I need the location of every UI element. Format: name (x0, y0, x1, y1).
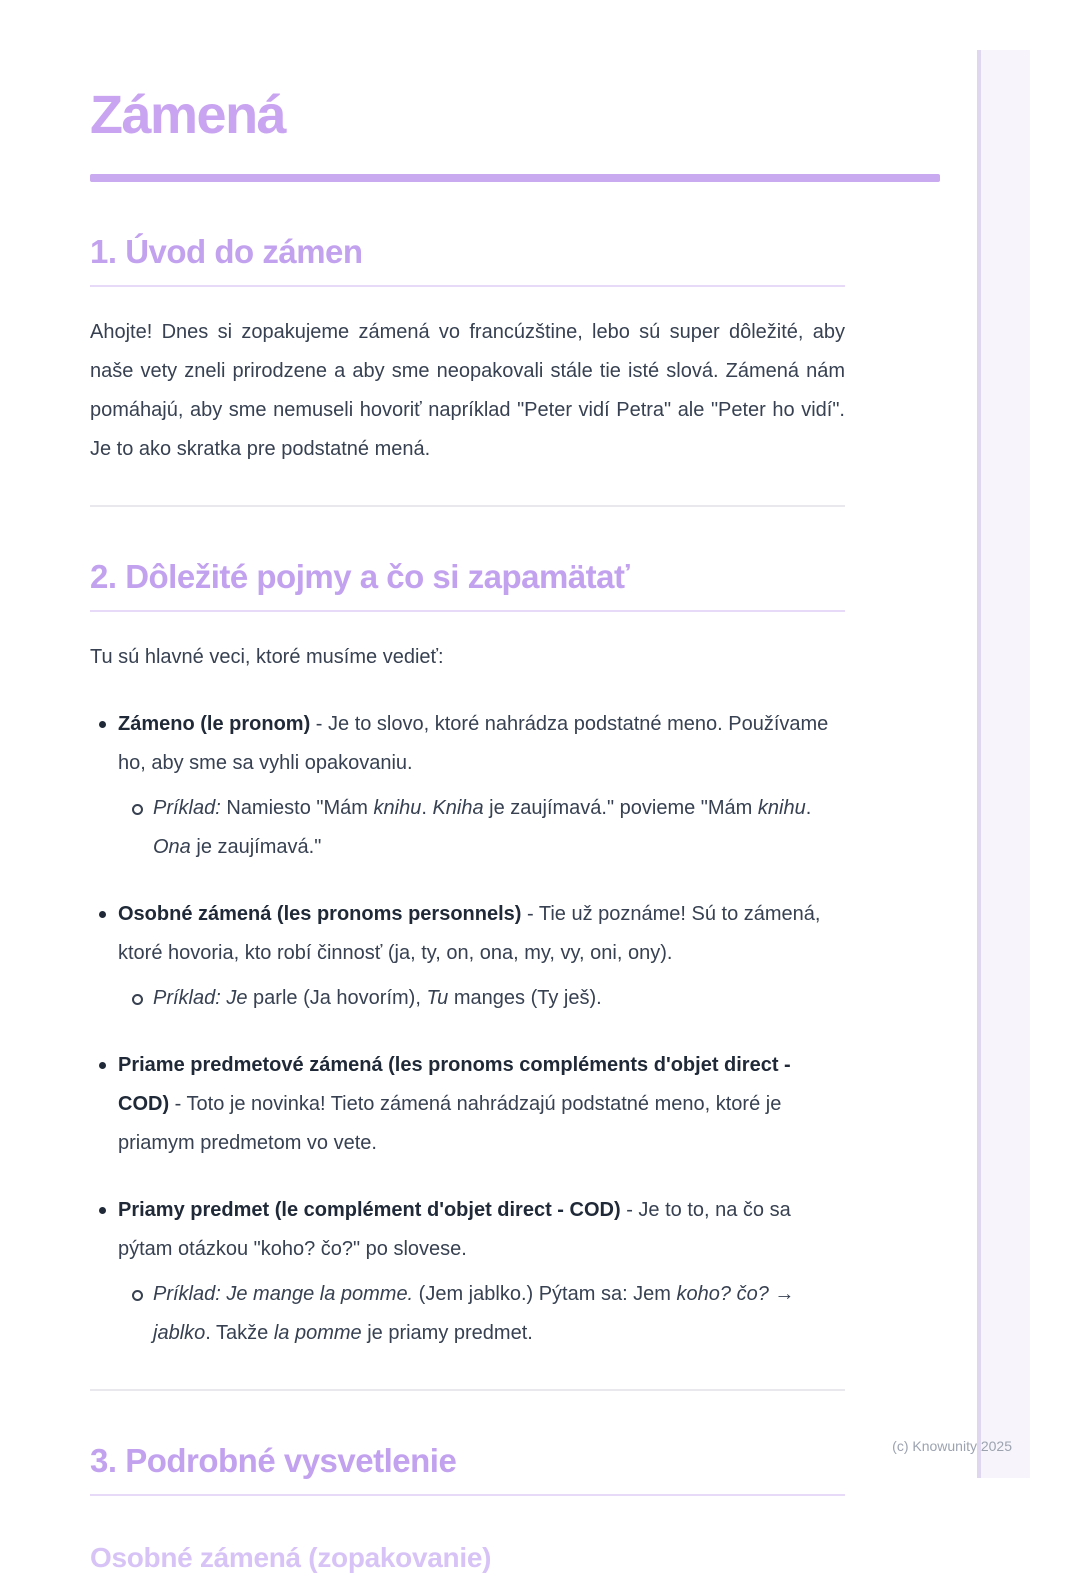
bullet-body: - Je to slovo, ktoré nahrádza podstatné meno. Používame ho, aby sme sa vyhli opakovaniu. (118, 713, 829, 774)
section-detail (90, 1441, 845, 1576)
bullet-body: - Toto je novinka! Tieto zámená nahrádzajú podstatné meno, ktoré je priamym predmetom vo vete. (118, 1093, 782, 1154)
document-content (90, 0, 845, 1576)
page-edge-stripe (977, 50, 1030, 1478)
section-intro (90, 232, 845, 469)
bullet-icon (99, 911, 106, 918)
section-3-underline (90, 1494, 845, 1496)
title-rule (90, 174, 940, 182)
bullet-lead: Priamy predmet (le complément d'objet direct - COD) (118, 1199, 621, 1221)
list-item-personal-pronouns (90, 895, 845, 1018)
list-item-direct-object-pronouns (90, 1046, 845, 1163)
section-2-underline (90, 610, 845, 612)
section-divider-1 (90, 505, 845, 507)
bullet-text (118, 1191, 845, 1269)
bullet-text (118, 895, 845, 973)
page-footer: (c) Knowunity 2025 (892, 1438, 1012, 1454)
bullet-lead: Priame predmetové zámená (les pronoms compléments d'objet direct - COD) (118, 1054, 791, 1115)
page-title: Zámená (90, 85, 286, 145)
sub-bullet-icon (132, 804, 143, 815)
example-text: Príklad: Je parle (Ja hovorím), Tu manges (Ty ješ). (153, 987, 602, 1009)
list-item-pronoun (90, 705, 845, 867)
intro-paragraph: Ahojte! Dnes si zopakujeme zámená vo francúzštine, lebo sú super dôležité, aby naše vety zneli prirodzene a aby sme neopakovali stále tie isté slová. Zámená nám pomáhajú, aby sme nemuseli hovoriť napríklad "Peter vidí Petra" ale "Peter ho vidí". Je to ako skratka pre podstatné mená. (90, 321, 845, 460)
section-3-heading: 3. Podrobné vysvetlenie (90, 1442, 457, 1479)
bullet-text (118, 1046, 845, 1163)
bullet-body: - Tie už poznáme! Sú to zámená, ktoré hovoria, kto robí činnosť (ja, ty, on, ona, my, vy, oni, ony). (118, 903, 821, 964)
section-2-intro: Tu sú hlavné veci, ktoré musíme vedieť: (90, 646, 444, 668)
example-item (118, 789, 845, 867)
bullet-text (118, 705, 845, 783)
bullet-icon (99, 1207, 106, 1214)
bullet-icon (99, 721, 106, 728)
bullet-body: - Je to to, na čo sa pýtam otázkou "koho? čo?" po slovese. (118, 1199, 791, 1260)
subsection-heading: Osobné zámená (zopakovanie) (90, 1542, 492, 1573)
list-item-direct-object (90, 1191, 845, 1353)
section-1-heading: 1. Úvod do zámen (90, 233, 363, 270)
section-2-heading: 2. Dôležité pojmy a čo si zapamätať (90, 558, 630, 595)
sub-bullet-icon (132, 1290, 143, 1301)
example-item (118, 1275, 845, 1353)
bullet-lead: Osobné zámená (les pronoms personnels) (118, 903, 522, 925)
concepts-list (90, 705, 845, 1353)
example-text: Príklad: Je mange la pomme. (Jem jablko.) Pýtam sa: Jem koho? čo? → jablko. Takže la pomme je priamy predmet. (153, 1283, 795, 1344)
section-divider-2 (90, 1389, 845, 1391)
example-item (118, 979, 845, 1018)
bullet-lead: Zámeno (le pronom) (118, 713, 311, 735)
sub-bullet-icon (132, 994, 143, 1005)
section-concepts (90, 557, 845, 1353)
example-text: Príklad: Namiesto "Mám knihu. Kniha je zaujímavá." povieme "Mám knihu. Ona je zaujímavá." (153, 797, 812, 858)
section-1-underline (90, 285, 845, 287)
bullet-icon (99, 1062, 106, 1069)
